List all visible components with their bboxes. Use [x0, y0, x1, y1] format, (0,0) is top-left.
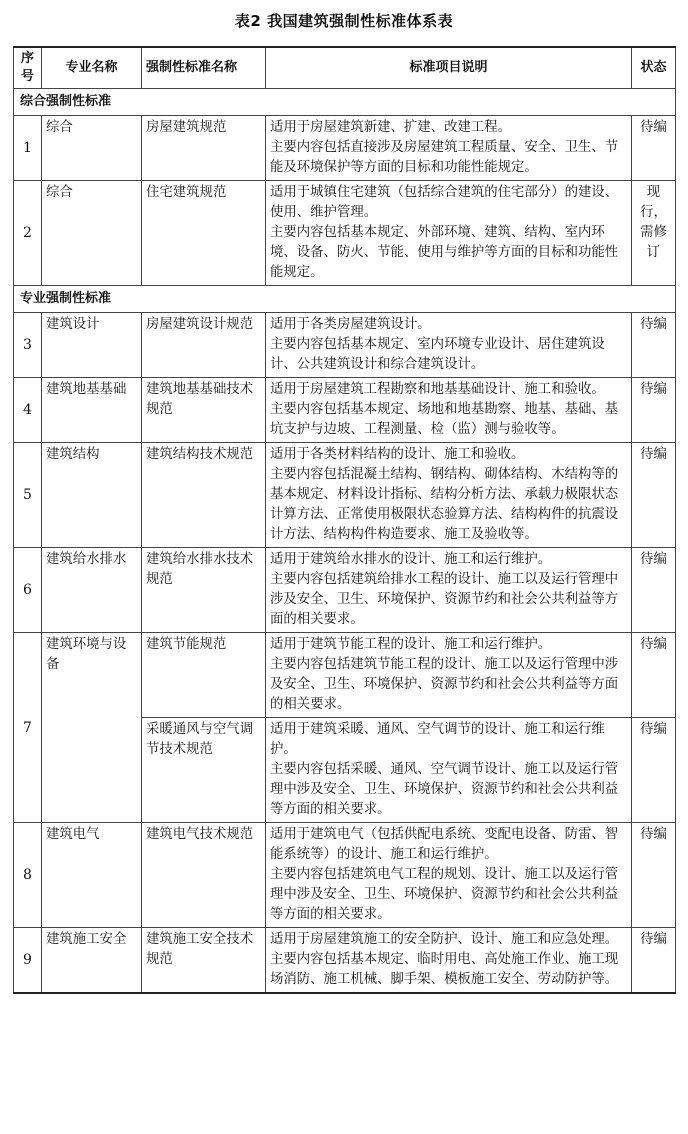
description-line: 适用于城镇住宅建筑（包括综合建筑的住宅部分）的建设、使用、维护管理。 [270, 185, 619, 220]
section-label: 综合强制性标准 [14, 89, 676, 116]
description-line: 主要内容包括建筑给排水工程的设计、施工以及运行管理中涉及安全、卫生、环境保护、资源节约和社会公共利益等方面的相关要求。 [270, 572, 619, 627]
row-no: 6 [14, 548, 42, 633]
table-row [14, 181, 676, 286]
row-no: 4 [14, 378, 42, 443]
header-status: 状态 [632, 47, 676, 89]
row-status: 待编 [632, 116, 676, 181]
description-line: 主要内容包括建筑电气工程的规划、设计、施工以及运行管理中涉及安全、卫生、环境保护、资源节约和社会公共利益等方面的相关要求。 [270, 867, 619, 922]
row-description [266, 443, 632, 548]
standards-table [13, 46, 676, 994]
table-title: 表2 我国建筑强制性标准体系表 [234, 12, 454, 30]
row-no: 5 [14, 443, 42, 548]
row-standard: 采暖通风与空气调节技术规范 [142, 718, 266, 823]
table-row [14, 116, 676, 181]
row-description [266, 823, 632, 928]
description-line: 主要内容包括基本规定、场地和地基勘察、地基、基础、基坑支护与边坡、工程测量、检（监）测与验收等。 [270, 402, 619, 437]
row-status: 待编 [632, 633, 676, 718]
description-line: 适用于房屋建筑施工的安全防护、设计、施工和应急处理。 [270, 932, 619, 947]
table-row [14, 633, 676, 718]
row-major: 综合 [42, 181, 142, 286]
table-row [14, 443, 676, 548]
table-row [14, 548, 676, 633]
description-line: 主要内容包括建筑节能工程的设计、施工以及运行管理中涉及安全、卫生、环境保护、资源节约和社会公共利益等方面的相关要求。 [270, 657, 619, 712]
row-major: 建筑设计 [42, 313, 142, 378]
row-description [266, 928, 632, 994]
description-line: 适用于建筑电气（包括供配电系统、变配电设备、防雷、智能系统等）的设计、施工和运行维护。 [270, 827, 619, 862]
row-no: 9 [14, 928, 42, 994]
description-line: 主要内容包括混凝土结构、钢结构、砌体结构、木结构等的基本规定、材料设计指标、结构分析方法、承载力极限状态计算方法、正常使用极限状态验算方法、结构构件的抗震设计方法、结构构件构造要求、施工及验收等。 [270, 467, 619, 542]
row-description [266, 718, 632, 823]
row-description [266, 633, 632, 718]
description-line: 适用于各类材料结构的设计、施工和验收。 [270, 447, 525, 462]
row-major: 建筑施工安全 [42, 928, 142, 994]
row-description [266, 548, 632, 633]
row-status: 待编 [632, 718, 676, 823]
section-row [14, 286, 676, 313]
row-status: 待编 [632, 378, 676, 443]
row-standard: 建筑电气技术规范 [142, 823, 266, 928]
description-line: 主要内容包括基本规定、临时用电、高处施工作业、施工现场消防、施工机械、脚手架、模板施工安全、劳动防护等。 [270, 952, 619, 987]
table-row [14, 378, 676, 443]
row-standard: 建筑地基基础技术规范 [142, 378, 266, 443]
row-standard: 房屋建筑设计规范 [142, 313, 266, 378]
row-standard: 建筑结构技术规范 [142, 443, 266, 548]
row-standard: 房屋建筑规范 [142, 116, 266, 181]
row-standard: 建筑施工安全技术规范 [142, 928, 266, 994]
table-row [14, 928, 676, 994]
description-line: 主要内容包括直接涉及房屋建筑工程质量、安全、卫生、节能及环境保护等方面的目标和功能性能规定。 [270, 140, 619, 175]
row-major: 建筑结构 [42, 443, 142, 548]
row-major: 建筑电气 [42, 823, 142, 928]
description-line: 适用于各类房屋建筑设计。 [270, 317, 431, 332]
description-line: 适用于建筑采暖、通风、空气调节的设计、施工和运行维护。 [270, 722, 605, 757]
row-no: 2 [14, 181, 42, 286]
row-status: 待编 [632, 313, 676, 378]
row-description [266, 313, 632, 378]
section-label: 专业强制性标准 [14, 286, 676, 313]
header-standard: 强制性标准名称 [142, 47, 266, 89]
description-line: 主要内容包括基本规定、外部环境、建筑、结构、室内环境、设备、防火、节能、使用与维护等方面的目标和功能性能规定。 [270, 225, 619, 280]
row-status: 待编 [632, 823, 676, 928]
header-major: 专业名称 [42, 47, 142, 89]
row-standard: 建筑给水排水技术规范 [142, 548, 266, 633]
row-major: 建筑环境与设备 [42, 633, 142, 823]
row-no: 1 [14, 116, 42, 181]
row-description [266, 378, 632, 443]
row-no: 3 [14, 313, 42, 378]
table-row [14, 823, 676, 928]
row-major: 建筑给水排水 [42, 548, 142, 633]
description-line: 适用于建筑节能工程的设计、施工和运行维护。 [270, 637, 552, 652]
row-description [266, 116, 632, 181]
description-line: 适用于房屋建筑新建、扩建、改建工程。 [270, 120, 512, 135]
header-no: 序号 [14, 47, 42, 89]
row-major: 建筑地基基础 [42, 378, 142, 443]
row-no: 7 [14, 633, 42, 823]
row-description [266, 181, 632, 286]
row-major: 综合 [42, 116, 142, 181]
header-row [14, 47, 676, 89]
row-status: 待编 [632, 928, 676, 994]
row-no: 8 [14, 823, 42, 928]
header-description: 标准项目说明 [266, 47, 632, 89]
row-status: 待编 [632, 548, 676, 633]
row-status: 现行，需修订 [632, 181, 676, 286]
description-line: 适用于建筑给水排水的设计、施工和运行维护。 [270, 552, 552, 567]
row-standard: 建筑节能规范 [142, 633, 266, 718]
row-standard: 住宅建筑规范 [142, 181, 266, 286]
description-line: 适用于房屋建筑工程勘察和地基基础设计、施工和验收。 [270, 382, 605, 397]
table-row [14, 313, 676, 378]
description-line: 主要内容包括基本规定、室内环境专业设计、居住建筑设计、公共建筑设计和综合建筑设计。 [270, 337, 605, 372]
section-row [14, 89, 676, 116]
row-status: 待编 [632, 443, 676, 548]
description-line: 主要内容包括采暖、通风、空气调节设计、施工以及运行管理中涉及安全、卫生、环境保护、资源节约和社会公共利益等方面的相关要求。 [270, 762, 619, 817]
